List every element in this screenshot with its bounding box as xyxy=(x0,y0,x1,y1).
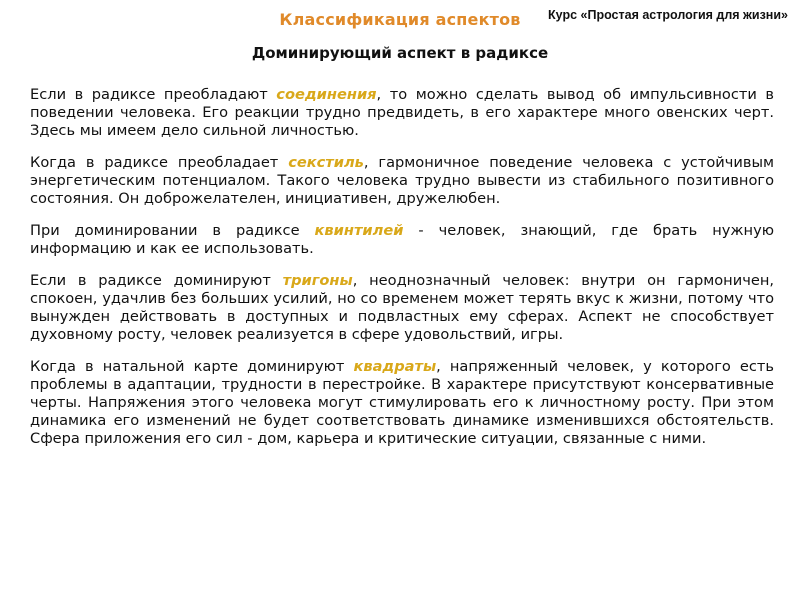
course-title: Курс «Простая астрология для жизни» xyxy=(548,8,788,22)
paragraph-text: Если в радиксе преобладают xyxy=(30,86,277,103)
aspect-highlight-quintile: квинтилей xyxy=(314,222,404,239)
slide-content xyxy=(30,86,774,462)
slide-subtitle: Доминирующий аспект в радиксе xyxy=(251,44,549,62)
paragraph-text: Если в радиксе доминируют xyxy=(30,272,283,289)
paragraph-text: - человек, знающий, где брать нужную информацию и как ее использовать. xyxy=(30,222,774,257)
paragraph-text: При доминировании в радиксе xyxy=(30,222,315,239)
paragraph-text: , неоднозначный человек: внутри он гармоничен, спокоен, удачлив без больших усилий, но со временем может терять вкус к жизни, потому что вынужден действовать в доступных и подвластных ему сферах. Аспект не способствует духовному росту, человек реализуется в сфере удовольствий, игры. xyxy=(30,272,774,343)
section-title: Классификация аспектов xyxy=(279,10,521,29)
paragraph-text: , напряженный человек, у которого есть проблемы в адаптации, трудности в перестройке. В характере присутствуют консервативные черты. Напряжения этого человека могут стимулировать его к личностному росту. При этом динамика его изменений не будет соответствовать динамике изменившихся обстоятельств. Сфера приложения его сил - дом, карьера и критические ситуации, связанные с ними. xyxy=(30,358,774,447)
paragraph-text: Когда в натальной карте доминируют xyxy=(30,358,354,375)
paragraph-sextile xyxy=(30,154,774,208)
paragraph-text: , то можно сделать вывод об импульсивности в поведении человека. Его реакции трудно предвидеть, в его характере много овенских черт. Здесь мы имеем дело сильной личностью. xyxy=(30,86,774,139)
paragraph-conjunction xyxy=(30,86,774,140)
aspect-highlight-conjunction: соединения xyxy=(276,86,377,103)
paragraph-square xyxy=(30,358,774,448)
aspect-highlight-trine: тригоны xyxy=(282,272,353,289)
paragraph-trine xyxy=(30,272,774,344)
aspect-highlight-square: квадраты xyxy=(353,358,437,375)
aspect-highlight-sextile: секстиль xyxy=(288,154,364,171)
paragraph-quintile xyxy=(30,222,774,258)
paragraph-text: , гармоничное поведение человека с устойчивым энергетическим потенциалом. Такого человека трудно вывести из стабильного позитивного состояния. Он доброжелателен, инициативен, дружелюбен. xyxy=(30,154,774,207)
paragraph-text: Когда в радиксе преобладает xyxy=(30,154,289,171)
